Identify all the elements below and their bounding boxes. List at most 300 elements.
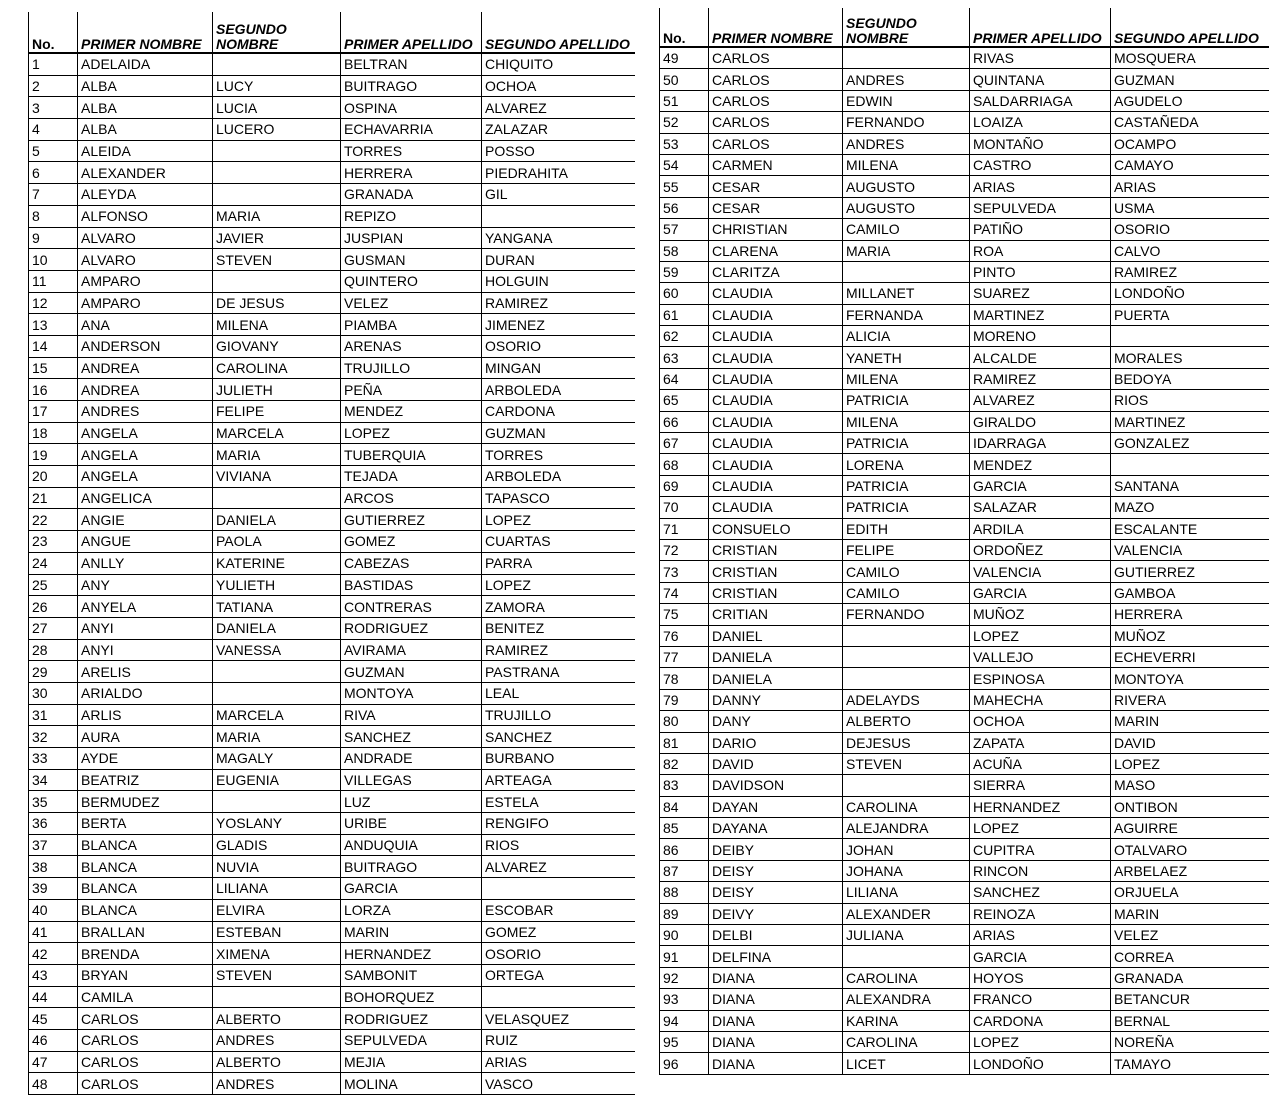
cell-primer-apellido: REPIZO bbox=[341, 205, 482, 227]
cell-primer-apellido: ARCOS bbox=[341, 487, 482, 509]
cell-no: 2 bbox=[29, 75, 78, 97]
table-row bbox=[29, 249, 635, 271]
cell-segundo-nombre: ALBERTO bbox=[213, 1051, 341, 1073]
cell-primer-nombre: ALEIDA bbox=[78, 140, 213, 162]
table-row bbox=[29, 357, 635, 379]
cell-primer-apellido: CUPITRA bbox=[970, 839, 1111, 860]
cell-segundo-apellido: ESCOBAR bbox=[482, 899, 635, 921]
cell-no: 13 bbox=[29, 314, 78, 336]
cell-no: 79 bbox=[660, 689, 709, 710]
table-row bbox=[660, 240, 1269, 261]
cell-segundo-nombre: LORENA bbox=[843, 454, 970, 475]
cell-segundo-apellido: VALENCIA bbox=[1111, 539, 1269, 560]
cell-segundo-apellido: ARBOLEDA bbox=[482, 379, 635, 401]
cell-no: 14 bbox=[29, 335, 78, 357]
cell-segundo-nombre: STEVEN bbox=[213, 249, 341, 271]
cell-no: 61 bbox=[660, 304, 709, 325]
cell-primer-nombre: CARLOS bbox=[78, 1008, 213, 1030]
table-row bbox=[29, 466, 635, 488]
table-row bbox=[29, 97, 635, 119]
cell-no: 60 bbox=[660, 283, 709, 304]
table-row bbox=[29, 487, 635, 509]
cell-primer-nombre: CARLOS bbox=[78, 1029, 213, 1051]
cell-primer-apellido: LONDOÑO bbox=[970, 1053, 1111, 1074]
cell-primer-apellido: MENDEZ bbox=[341, 401, 482, 423]
table-row bbox=[660, 475, 1269, 496]
cell-primer-apellido: JUSPIAN bbox=[341, 227, 482, 249]
cell-segundo-apellido: GUZMAN bbox=[1111, 69, 1269, 90]
cell-segundo-nombre: ALBERTO bbox=[843, 711, 970, 732]
table-row bbox=[660, 90, 1269, 111]
cell-primer-nombre: DEIVY bbox=[709, 903, 843, 924]
cell-segundo-nombre bbox=[213, 184, 341, 206]
header-primer-nombre: PRIMER NOMBRE bbox=[709, 8, 843, 47]
cell-primer-apellido: QUINTERO bbox=[341, 270, 482, 292]
cell-primer-apellido: GOMEZ bbox=[341, 531, 482, 553]
cell-no: 94 bbox=[660, 1010, 709, 1031]
cell-segundo-nombre: EDITH bbox=[843, 518, 970, 539]
cell-primer-nombre: CLAUDIA bbox=[709, 368, 843, 389]
cell-no: 6 bbox=[29, 162, 78, 184]
table-row bbox=[660, 839, 1269, 860]
cell-no: 29 bbox=[29, 661, 78, 683]
cell-primer-nombre: DANY bbox=[709, 711, 843, 732]
cell-primer-apellido: CABEZAS bbox=[341, 552, 482, 574]
cell-segundo-nombre: AUGUSTO bbox=[843, 176, 970, 197]
cell-segundo-apellido: DAVID bbox=[1111, 732, 1269, 753]
cell-primer-nombre: CLAUDIA bbox=[709, 283, 843, 304]
table-row bbox=[29, 379, 635, 401]
cell-no: 3 bbox=[29, 97, 78, 119]
cell-primer-apellido: GIRALDO bbox=[970, 411, 1111, 432]
table-row bbox=[660, 903, 1269, 924]
cell-primer-apellido: OCHOA bbox=[970, 711, 1111, 732]
cell-segundo-nombre: MARIA bbox=[213, 444, 341, 466]
cell-primer-nombre: BLANCA bbox=[78, 899, 213, 921]
cell-segundo-apellido: RUIZ bbox=[482, 1029, 635, 1051]
cell-primer-nombre: DARIO bbox=[709, 732, 843, 753]
table-row bbox=[660, 518, 1269, 539]
cell-segundo-nombre bbox=[213, 140, 341, 162]
header-row bbox=[29, 12, 635, 53]
table-row bbox=[29, 119, 635, 141]
cell-segundo-apellido: PUERTA bbox=[1111, 304, 1269, 325]
cell-primer-nombre: DANIELA bbox=[709, 668, 843, 689]
cell-primer-nombre: CARLOS bbox=[709, 90, 843, 111]
cell-no: 64 bbox=[660, 368, 709, 389]
cell-no: 53 bbox=[660, 133, 709, 154]
cell-segundo-apellido: LONDOÑO bbox=[1111, 283, 1269, 304]
table-row bbox=[660, 561, 1269, 582]
table-row bbox=[660, 989, 1269, 1010]
cell-no: 24 bbox=[29, 552, 78, 574]
cell-segundo-nombre: PATRICIA bbox=[843, 390, 970, 411]
cell-primer-apellido: PINTO bbox=[970, 261, 1111, 282]
cell-segundo-apellido: ORJUELA bbox=[1111, 882, 1269, 903]
cell-primer-apellido: QUINTANA bbox=[970, 69, 1111, 90]
cell-segundo-apellido: LOPEZ bbox=[482, 509, 635, 531]
table-row bbox=[29, 531, 635, 553]
table-row bbox=[29, 314, 635, 336]
cell-segundo-nombre bbox=[843, 646, 970, 667]
cell-primer-nombre: ANGUE bbox=[78, 531, 213, 553]
cell-segundo-apellido: GRANADA bbox=[1111, 967, 1269, 988]
cell-primer-nombre: ALBA bbox=[78, 119, 213, 141]
cell-segundo-apellido: BENITEZ bbox=[482, 617, 635, 639]
cell-primer-nombre: ALEYDA bbox=[78, 184, 213, 206]
cell-primer-apellido: FRANCO bbox=[970, 989, 1111, 1010]
cell-no: 12 bbox=[29, 292, 78, 314]
cell-segundo-nombre: ALBERTO bbox=[213, 1008, 341, 1030]
header-segundo-apellido: SEGUNDO APELLIDO bbox=[1111, 8, 1269, 47]
table-row bbox=[29, 986, 635, 1008]
cell-segundo-nombre: ELVIRA bbox=[213, 899, 341, 921]
cell-no: 39 bbox=[29, 878, 78, 900]
cell-primer-apellido: SAMBONIT bbox=[341, 964, 482, 986]
cell-no: 47 bbox=[29, 1051, 78, 1073]
cell-segundo-apellido: MONTOYA bbox=[1111, 668, 1269, 689]
cell-primer-apellido: VALLEJO bbox=[970, 646, 1111, 667]
cell-no: 35 bbox=[29, 791, 78, 813]
cell-primer-nombre: ANDREA bbox=[78, 357, 213, 379]
cell-segundo-nombre: GLADIS bbox=[213, 834, 341, 856]
header-no: No. bbox=[29, 12, 78, 53]
cell-primer-apellido: ROA bbox=[970, 240, 1111, 261]
table-row bbox=[29, 574, 635, 596]
cell-segundo-apellido: MINGAN bbox=[482, 357, 635, 379]
cell-segundo-nombre: JULIANA bbox=[843, 925, 970, 946]
table-row bbox=[29, 899, 635, 921]
cell-no: 11 bbox=[29, 270, 78, 292]
cell-segundo-apellido: ARTEAGA bbox=[482, 769, 635, 791]
cell-no: 55 bbox=[660, 176, 709, 197]
cell-primer-apellido: GARCIA bbox=[970, 582, 1111, 603]
cell-segundo-apellido: OSORIO bbox=[482, 943, 635, 965]
names-table-right bbox=[659, 8, 1268, 1075]
cell-primer-apellido: ARIAS bbox=[970, 176, 1111, 197]
cell-no: 69 bbox=[660, 475, 709, 496]
cell-primer-apellido: SEPULVEDA bbox=[970, 197, 1111, 218]
cell-segundo-apellido: MARTINEZ bbox=[1111, 411, 1269, 432]
cell-segundo-nombre: FERNANDO bbox=[843, 112, 970, 133]
table-row bbox=[29, 726, 635, 748]
cell-segundo-nombre: JULIETH bbox=[213, 379, 341, 401]
table-row bbox=[660, 1031, 1269, 1052]
cell-segundo-nombre: ANDRES bbox=[843, 69, 970, 90]
table-row bbox=[660, 176, 1269, 197]
cell-no: 70 bbox=[660, 497, 709, 518]
cell-segundo-nombre: ANDRES bbox=[213, 1029, 341, 1051]
table-row bbox=[29, 834, 635, 856]
table-row bbox=[660, 711, 1269, 732]
cell-segundo-apellido: RAMIREZ bbox=[482, 639, 635, 661]
cell-no: 58 bbox=[660, 240, 709, 261]
cell-segundo-nombre: CAROLINA bbox=[843, 967, 970, 988]
table-row bbox=[29, 227, 635, 249]
table-row bbox=[29, 444, 635, 466]
cell-no: 28 bbox=[29, 639, 78, 661]
cell-primer-nombre: ARLIS bbox=[78, 704, 213, 726]
cell-segundo-apellido: RENGIFO bbox=[482, 813, 635, 835]
cell-no: 71 bbox=[660, 518, 709, 539]
table-row bbox=[660, 411, 1269, 432]
table-row bbox=[29, 401, 635, 423]
cell-primer-apellido: GARCIA bbox=[970, 946, 1111, 967]
cell-segundo-apellido: NOREÑA bbox=[1111, 1031, 1269, 1052]
cell-segundo-nombre: VIVIANA bbox=[213, 466, 341, 488]
cell-segundo-apellido bbox=[1111, 454, 1269, 475]
cell-segundo-nombre: STEVEN bbox=[213, 964, 341, 986]
table-row bbox=[29, 552, 635, 574]
table-row bbox=[29, 617, 635, 639]
cell-primer-apellido: GARCIA bbox=[341, 878, 482, 900]
cell-primer-apellido: TEJADA bbox=[341, 466, 482, 488]
table-row bbox=[660, 882, 1269, 903]
cell-primer-nombre: CLAUDIA bbox=[709, 304, 843, 325]
cell-segundo-apellido: BEDOYA bbox=[1111, 368, 1269, 389]
cell-no: 93 bbox=[660, 989, 709, 1010]
cell-primer-nombre: DEISY bbox=[709, 860, 843, 881]
cell-primer-apellido: ARENAS bbox=[341, 335, 482, 357]
cell-primer-nombre: ANGELA bbox=[78, 444, 213, 466]
table-row bbox=[29, 509, 635, 531]
cell-no: 57 bbox=[660, 219, 709, 240]
cell-no: 33 bbox=[29, 748, 78, 770]
cell-primer-apellido: ECHAVARRIA bbox=[341, 119, 482, 141]
table-row bbox=[660, 732, 1269, 753]
cell-primer-nombre: DIANA bbox=[709, 1010, 843, 1031]
cell-no: 66 bbox=[660, 411, 709, 432]
cell-segundo-apellido: CALVO bbox=[1111, 240, 1269, 261]
cell-primer-nombre: DAVIDSON bbox=[709, 775, 843, 796]
cell-segundo-apellido: ESTELA bbox=[482, 791, 635, 813]
cell-segundo-apellido: CUARTAS bbox=[482, 531, 635, 553]
cell-primer-apellido: BOHORQUEZ bbox=[341, 986, 482, 1008]
cell-segundo-nombre bbox=[213, 986, 341, 1008]
table-row bbox=[29, 921, 635, 943]
cell-primer-nombre: ALVARO bbox=[78, 249, 213, 271]
cell-primer-apellido: ACUÑA bbox=[970, 753, 1111, 774]
cell-primer-apellido: IDARRAGA bbox=[970, 433, 1111, 454]
cell-segundo-apellido: MARIN bbox=[1111, 903, 1269, 924]
table-row bbox=[29, 1051, 635, 1073]
header-no: No. bbox=[660, 8, 709, 47]
cell-no: 40 bbox=[29, 899, 78, 921]
cell-segundo-apellido: ZAMORA bbox=[482, 596, 635, 618]
table-row bbox=[660, 646, 1269, 667]
cell-segundo-apellido: BETANCUR bbox=[1111, 989, 1269, 1010]
cell-segundo-nombre: LUCY bbox=[213, 75, 341, 97]
cell-no: 5 bbox=[29, 140, 78, 162]
cell-no: 75 bbox=[660, 604, 709, 625]
cell-segundo-apellido: RIOS bbox=[1111, 390, 1269, 411]
cell-primer-nombre: CARLOS bbox=[709, 133, 843, 154]
cell-segundo-nombre: KATERINE bbox=[213, 552, 341, 574]
table-row bbox=[29, 813, 635, 835]
table-row bbox=[29, 661, 635, 683]
cell-no: 73 bbox=[660, 561, 709, 582]
cell-primer-nombre: ARIALDO bbox=[78, 682, 213, 704]
cell-primer-apellido: GUSMAN bbox=[341, 249, 482, 271]
cell-segundo-apellido: ZALAZAR bbox=[482, 119, 635, 141]
cell-primer-apellido: ORDOÑEZ bbox=[970, 539, 1111, 560]
cell-segundo-nombre: MARIA bbox=[213, 726, 341, 748]
cell-primer-apellido: ARDILA bbox=[970, 518, 1111, 539]
cell-primer-nombre: ALBA bbox=[78, 97, 213, 119]
cell-segundo-nombre bbox=[843, 261, 970, 282]
cell-segundo-nombre: MARIA bbox=[213, 205, 341, 227]
header-primer-apellido: PRIMER APELLIDO bbox=[970, 8, 1111, 47]
cell-segundo-apellido: ALVAREZ bbox=[482, 97, 635, 119]
cell-primer-nombre: CLAUDIA bbox=[709, 326, 843, 347]
cell-no: 36 bbox=[29, 813, 78, 835]
cell-segundo-apellido: ORTEGA bbox=[482, 964, 635, 986]
cell-segundo-apellido: GAMBOA bbox=[1111, 582, 1269, 603]
cell-segundo-nombre: EUGENIA bbox=[213, 769, 341, 791]
cell-segundo-apellido: ONTIBON bbox=[1111, 796, 1269, 817]
cell-segundo-apellido: ECHEVERRI bbox=[1111, 646, 1269, 667]
cell-segundo-nombre: GIOVANY bbox=[213, 335, 341, 357]
cell-segundo-apellido: ESCALANTE bbox=[1111, 518, 1269, 539]
cell-no: 96 bbox=[660, 1053, 709, 1074]
table-row bbox=[29, 53, 635, 75]
cell-primer-apellido: LOPEZ bbox=[970, 625, 1111, 646]
cell-no: 51 bbox=[660, 90, 709, 111]
cell-primer-nombre: BERMUDEZ bbox=[78, 791, 213, 813]
cell-primer-apellido: RINCON bbox=[970, 860, 1111, 881]
cell-segundo-apellido: MORALES bbox=[1111, 347, 1269, 368]
cell-no: 91 bbox=[660, 946, 709, 967]
cell-segundo-nombre: PATRICIA bbox=[843, 497, 970, 518]
cell-primer-apellido: SALDARRIAGA bbox=[970, 90, 1111, 111]
table-row bbox=[660, 261, 1269, 282]
cell-primer-nombre: DAVID bbox=[709, 753, 843, 774]
cell-no: 72 bbox=[660, 539, 709, 560]
header-segundo-nombre: SEGUNDO NOMBRE bbox=[843, 8, 970, 47]
cell-segundo-apellido: HOLGUIN bbox=[482, 270, 635, 292]
cell-segundo-nombre: NUVIA bbox=[213, 856, 341, 878]
cell-segundo-nombre: LUCIA bbox=[213, 97, 341, 119]
cell-primer-nombre: CARLOS bbox=[709, 112, 843, 133]
cell-segundo-apellido: PASTRANA bbox=[482, 661, 635, 683]
cell-primer-nombre: ANGELA bbox=[78, 422, 213, 444]
cell-no: 95 bbox=[660, 1031, 709, 1052]
cell-primer-apellido: PIAMBA bbox=[341, 314, 482, 336]
cell-no: 32 bbox=[29, 726, 78, 748]
cell-primer-apellido: RODRIGUEZ bbox=[341, 617, 482, 639]
table-row bbox=[29, 335, 635, 357]
cell-primer-apellido: ALVAREZ bbox=[970, 390, 1111, 411]
cell-primer-nombre: ALEXANDER bbox=[78, 162, 213, 184]
header-primer-nombre: PRIMER NOMBRE bbox=[78, 12, 213, 53]
cell-primer-nombre: ANGELA bbox=[78, 466, 213, 488]
table-row bbox=[660, 197, 1269, 218]
cell-primer-nombre: CARLOS bbox=[709, 69, 843, 90]
cell-segundo-apellido: CAMAYO bbox=[1111, 154, 1269, 175]
cell-no: 42 bbox=[29, 943, 78, 965]
table-row bbox=[660, 283, 1269, 304]
cell-segundo-apellido: OCAMPO bbox=[1111, 133, 1269, 154]
cell-primer-nombre: DELBI bbox=[709, 925, 843, 946]
cell-segundo-apellido: CORREA bbox=[1111, 946, 1269, 967]
cell-segundo-apellido: OSORIO bbox=[482, 335, 635, 357]
cell-no: 17 bbox=[29, 401, 78, 423]
cell-segundo-nombre: CAMILO bbox=[843, 219, 970, 240]
cell-no: 68 bbox=[660, 454, 709, 475]
table-row bbox=[29, 704, 635, 726]
cell-segundo-apellido: CASTAÑEDA bbox=[1111, 112, 1269, 133]
cell-primer-apellido: MONTAÑO bbox=[970, 133, 1111, 154]
cell-segundo-apellido: MARIN bbox=[1111, 711, 1269, 732]
cell-primer-apellido: VALENCIA bbox=[970, 561, 1111, 582]
cell-no: 25 bbox=[29, 574, 78, 596]
cell-no: 84 bbox=[660, 796, 709, 817]
cell-segundo-apellido: TAPASCO bbox=[482, 487, 635, 509]
cell-primer-apellido: PATIÑO bbox=[970, 219, 1111, 240]
cell-primer-apellido: BUITRAGO bbox=[341, 75, 482, 97]
cell-primer-nombre: ANDERSON bbox=[78, 335, 213, 357]
cell-segundo-apellido: OCHOA bbox=[482, 75, 635, 97]
cell-no: 18 bbox=[29, 422, 78, 444]
table-row bbox=[29, 639, 635, 661]
cell-primer-nombre: ANYI bbox=[78, 617, 213, 639]
cell-segundo-nombre: CAROLINA bbox=[213, 357, 341, 379]
cell-segundo-apellido: TORRES bbox=[482, 444, 635, 466]
cell-primer-apellido: ALCALDE bbox=[970, 347, 1111, 368]
table-row bbox=[660, 668, 1269, 689]
cell-primer-apellido: LOPEZ bbox=[970, 818, 1111, 839]
cell-primer-apellido: VILLEGAS bbox=[341, 769, 482, 791]
cell-segundo-nombre: FELIPE bbox=[213, 401, 341, 423]
cell-segundo-apellido: GIL bbox=[482, 184, 635, 206]
cell-primer-nombre: DANIELA bbox=[709, 646, 843, 667]
cell-no: 38 bbox=[29, 856, 78, 878]
cell-segundo-nombre bbox=[213, 661, 341, 683]
cell-primer-nombre: ALVARO bbox=[78, 227, 213, 249]
cell-segundo-apellido: ARIAS bbox=[1111, 176, 1269, 197]
cell-primer-nombre: ANGIE bbox=[78, 509, 213, 531]
cell-no: 59 bbox=[660, 261, 709, 282]
cell-no: 56 bbox=[660, 197, 709, 218]
cell-segundo-nombre: KARINA bbox=[843, 1010, 970, 1031]
cell-primer-nombre: DIANA bbox=[709, 1053, 843, 1074]
cell-primer-nombre: DAYANA bbox=[709, 818, 843, 839]
cell-segundo-apellido: LOPEZ bbox=[482, 574, 635, 596]
cell-primer-apellido: MENDEZ bbox=[970, 454, 1111, 475]
cell-segundo-nombre: EDWIN bbox=[843, 90, 970, 111]
cell-primer-apellido: SANCHEZ bbox=[341, 726, 482, 748]
cell-primer-nombre: BRYAN bbox=[78, 964, 213, 986]
cell-primer-apellido: MARTINEZ bbox=[970, 304, 1111, 325]
cell-primer-nombre: ANDREA bbox=[78, 379, 213, 401]
cell-primer-nombre: DIANA bbox=[709, 989, 843, 1010]
cell-segundo-nombre: ALEXANDER bbox=[843, 903, 970, 924]
table-row bbox=[660, 967, 1269, 988]
cell-primer-apellido: SIERRA bbox=[970, 775, 1111, 796]
cell-segundo-apellido: GUZMAN bbox=[482, 422, 635, 444]
cell-segundo-nombre: DANIELA bbox=[213, 509, 341, 531]
cell-segundo-nombre: DE JESUS bbox=[213, 292, 341, 314]
cell-primer-apellido: TUBERQUIA bbox=[341, 444, 482, 466]
table-row bbox=[660, 925, 1269, 946]
cell-segundo-nombre: MARCELA bbox=[213, 704, 341, 726]
cell-segundo-nombre: LILIANA bbox=[213, 878, 341, 900]
table-row bbox=[660, 539, 1269, 560]
cell-primer-apellido: ARIAS bbox=[970, 925, 1111, 946]
table-row bbox=[660, 133, 1269, 154]
cell-segundo-apellido: ARBELAEZ bbox=[1111, 860, 1269, 881]
cell-no: 48 bbox=[29, 1073, 78, 1095]
